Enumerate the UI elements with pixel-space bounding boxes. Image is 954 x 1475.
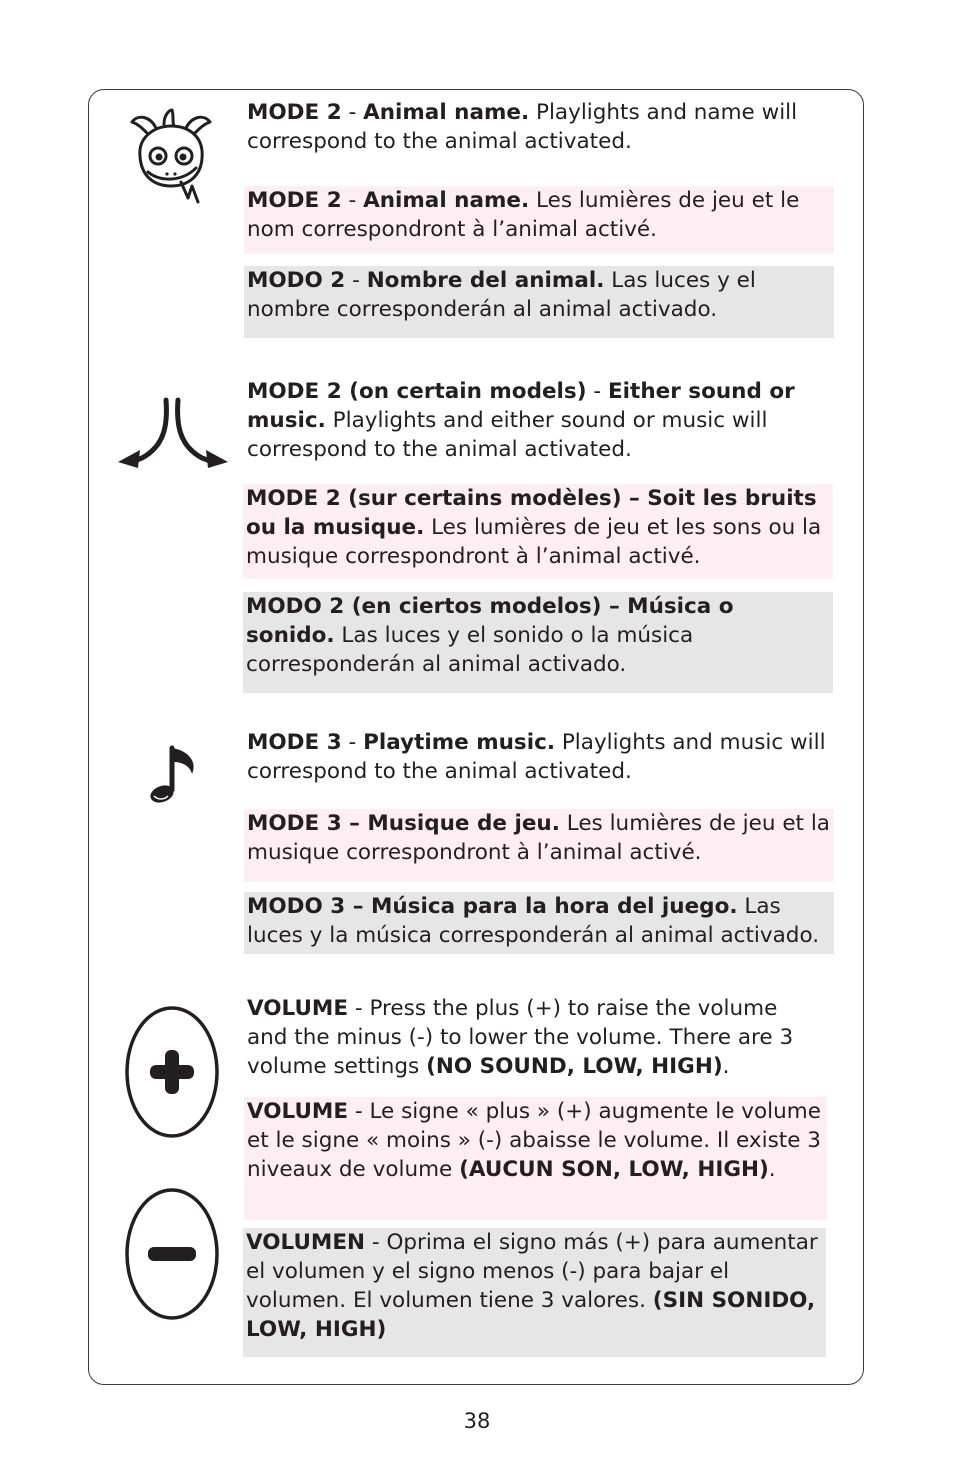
separator: -: [586, 379, 608, 404]
volume-description: - Le signe « plus » (+) augmente le volume et le signe « moins » (-) abaisse le volume. Il existe 3 niveaux de volume: [247, 1099, 821, 1182]
mode-title: Animal name.: [363, 188, 530, 213]
sentence-end: .: [722, 1054, 730, 1079]
mode2-sound-or-music-en: [244, 377, 834, 464]
mode-label: MODE 2: [247, 188, 342, 213]
mode2-animal-name-es: [244, 266, 834, 338]
separator: -: [341, 730, 364, 755]
volume-es: [243, 1228, 826, 1357]
mode-label: MODO 3 – Música para la hora del juego.: [247, 894, 738, 919]
mode-title: Playtime music.: [363, 730, 555, 755]
mode-label: MODE 2 (sur certains modèles) – Soit les bruits ou la musique.: [246, 486, 817, 540]
mode-title: Animal name.: [363, 100, 530, 125]
mode3-playtime-music-en: [244, 728, 834, 786]
page-number: 38: [463, 1409, 491, 1433]
separator: -: [341, 188, 364, 213]
mode-label: MODE 2 (on certain models): [247, 379, 587, 404]
volume-label: VOLUME: [247, 1099, 349, 1124]
mode-label: MODE 3: [247, 730, 342, 755]
mode-label: MODE 2: [247, 100, 342, 125]
sentence-end: .: [768, 1157, 776, 1182]
mode-label: MODO 2: [247, 268, 346, 293]
volume-settings: (AUCUN SON, LOW, HIGH): [459, 1157, 769, 1182]
mode-description: Les lumières de jeu et les sons ou la musique correspondront à l’animal activé.: [246, 515, 822, 569]
mode-description: Las luces y el sonido o la música corresponderán al animal activado.: [246, 623, 694, 677]
mode-label: MODO 2 (en ciertos modelos) – Música o sonido.: [246, 594, 734, 648]
volume-label: VOLUMEN: [246, 1230, 366, 1255]
separator: -: [341, 100, 364, 125]
mode2-sound-or-music-es: [243, 592, 833, 693]
volume-settings: (NO SOUND, LOW, HIGH): [426, 1054, 723, 1079]
mode-description: Playlights and either sound or music will correspond to the animal activated.: [247, 408, 768, 462]
mode-description: Las luces y el nombre corresponderán al animal activado.: [247, 268, 756, 322]
volume-description: - Oprima el signo más (+) para aumentar el volumen y el signo menos (-) para bajar el volumen. El volumen tiene 3 valores.: [246, 1230, 818, 1313]
music-note-icon: [146, 744, 200, 806]
mode-description: Les lumières de jeu et le nom correspondront à l’animal activé.: [247, 188, 800, 242]
mode3-playtime-music-es: [244, 892, 834, 954]
volume-label: VOLUME: [247, 996, 349, 1021]
volume-en: [244, 994, 814, 1081]
mode-description: Playlights and name will correspond to the animal activated.: [247, 100, 798, 154]
separator: -: [345, 268, 367, 293]
minus-button-icon: [122, 1185, 222, 1323]
plus-button-icon: [122, 1003, 222, 1141]
mode-description: Playlights and music will correspond to the animal activated.: [247, 730, 826, 784]
volume-settings: (SIN SONIDO, LOW, HIGH): [246, 1288, 816, 1342]
mode-title: Either sound or music.: [247, 379, 795, 433]
animal-face-icon: [126, 106, 216, 206]
mode2-sound-or-music-fr: [243, 484, 833, 579]
mode2-animal-name-en: [244, 98, 834, 156]
mode-description: Las luces y la música corresponderán al animal activado.: [247, 894, 820, 948]
mode2-animal-name-fr: [244, 186, 834, 254]
volume-fr: [244, 1097, 827, 1220]
split-arrows-icon: [116, 396, 230, 470]
volume-description: - Press the plus (+) to raise the volume and the minus (-) to lower the volume. There are 3 volume settings: [247, 996, 794, 1079]
mode-label: MODE 3 – Musique de jeu.: [247, 811, 560, 836]
mode-title: Nombre del animal.: [366, 268, 605, 293]
mode-description: Les lumières de jeu et la musique correspondront à l’animal activé.: [247, 811, 830, 865]
mode3-playtime-music-fr: [244, 809, 834, 882]
